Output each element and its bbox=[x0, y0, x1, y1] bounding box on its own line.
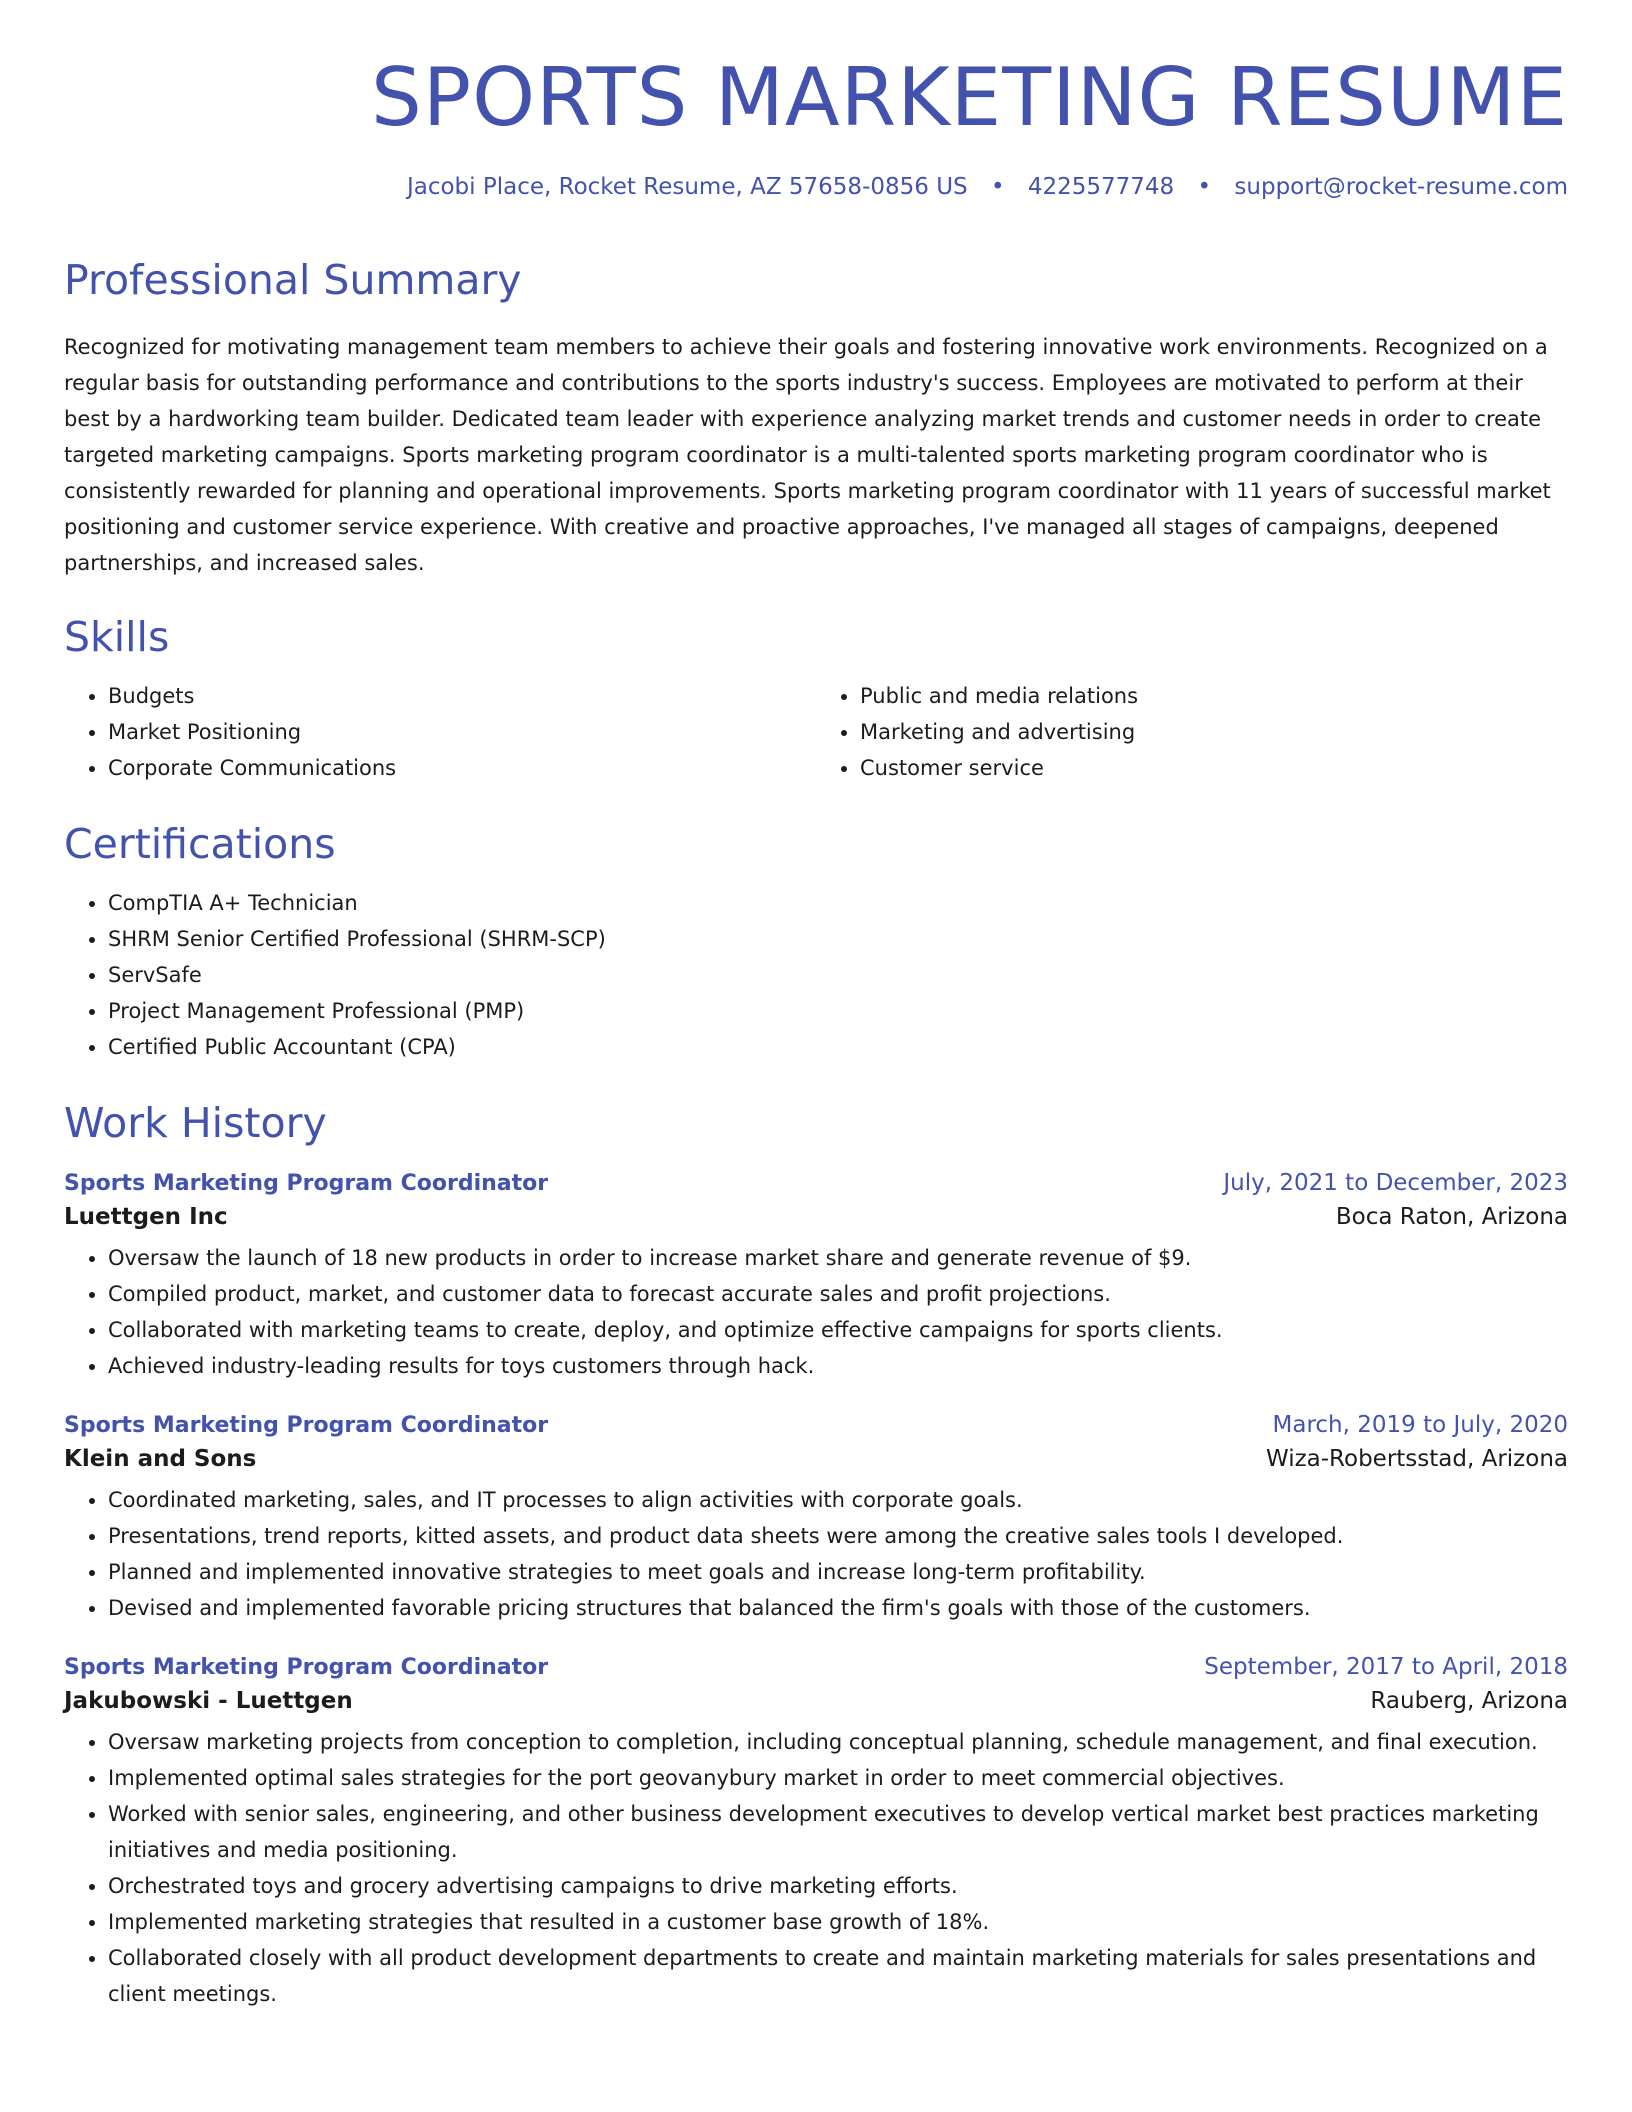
certification-item: • ServSafe bbox=[108, 957, 1568, 993]
job-bullet: • Oversaw the launch of 18 new products in order to increase market share and generate revenue of $9. bbox=[108, 1240, 1568, 1276]
job-title: Sports Marketing Program Coordinator bbox=[64, 1655, 549, 1681]
job-bullets bbox=[64, 1482, 1568, 1626]
contact-separator: • bbox=[990, 174, 1005, 200]
job-bullet: • Orchestrated toys and grocery advertising campaigns to drive marketing efforts. bbox=[108, 1868, 1568, 1904]
job-bullet: • Implemented marketing strategies that resulted in a customer base growth of 18%. bbox=[108, 1904, 1568, 1940]
skill-item: • Public and media relations bbox=[860, 678, 1568, 714]
skill-item: • Market Positioning bbox=[108, 714, 816, 750]
certification-item: • SHRM Senior Certified Professional (SHRM-SCP) bbox=[108, 921, 1568, 957]
job-company: Klein and Sons bbox=[64, 1446, 257, 1473]
job-company: Jakubowski - Luettgen bbox=[64, 1688, 353, 1715]
job-bullet: • Compiled product, market, and customer data to forecast accurate sales and profit projections. bbox=[108, 1276, 1568, 1312]
job-bullet: • Worked with senior sales, engineering, and other business development executives to develop vertical market best practices marketing initiatives and media positioning. bbox=[108, 1796, 1568, 1868]
certifications-heading: Certifications bbox=[64, 819, 336, 868]
job-dates: July, 2021 to December, 2023 bbox=[1223, 1170, 1568, 1197]
job-bullet: • Coordinated marketing, sales, and IT processes to align activities with corporate goals. bbox=[108, 1482, 1568, 1518]
skills-column-right bbox=[816, 678, 1568, 786]
job-title: Sports Marketing Program Coordinator bbox=[64, 1171, 549, 1197]
job-dates: March, 2019 to July, 2020 bbox=[1272, 1412, 1568, 1439]
skill-item: • Customer service bbox=[860, 750, 1568, 786]
work-history-heading: Work History bbox=[64, 1099, 327, 1148]
job-location: Boca Raton, Arizona bbox=[1335, 1204, 1568, 1231]
job-bullet: • Collaborated closely with all product development departments to create and maintain marketing materials for sales presentations and client meetings. bbox=[108, 1940, 1568, 2012]
skills-list bbox=[64, 678, 1568, 786]
skills-column-left bbox=[64, 678, 816, 786]
job-header-row bbox=[64, 1412, 1568, 1438]
certification-item: • CompTIA A+ Technician bbox=[108, 885, 1568, 921]
job-bullet: • Planned and implemented innovative strategies to meet goals and increase long-term profitability. bbox=[108, 1554, 1568, 1590]
summary-text: Recognized for motivating management team members to achieve their goals and fostering innovative work environments. Recognized on a regular basis for outstanding performance and contributions to the sports industry's success. Employees are motivated to perform at their best by a hardworking team builder. Dedicated team leader with experience analyzing market trends and customer needs in order to create targeted marketing campaigns. Sports marketing program coordinator is a multi-talented sports marketing program coordinator who is consistently rewarded for planning and operational improvements. Sports marketing program coordinator with 11 years of successful market positioning and customer service experience. With creative and proactive approaches, I've managed all stages of campaigns, deepened partnerships, and increased sales. bbox=[64, 334, 1551, 575]
certification-item: • Project Management Professional (PMP) bbox=[108, 993, 1568, 1029]
job-entry bbox=[64, 1170, 1568, 1384]
job-bullets bbox=[64, 1724, 1568, 2012]
skill-item: • Corporate Communications bbox=[108, 750, 816, 786]
job-bullet: • Achieved industry-leading results for toys customers through hack. bbox=[108, 1348, 1568, 1384]
job-company: Luettgen Inc bbox=[64, 1204, 228, 1231]
contact-phone: 4225577748 bbox=[1027, 174, 1175, 200]
skills-heading: Skills bbox=[64, 612, 170, 661]
contact-line bbox=[64, 174, 1568, 202]
job-location: Wiza-Robertsstad, Arizona bbox=[1265, 1446, 1568, 1473]
contact-address: Jacobi Place, Rocket Resume, AZ 57658-0856 US bbox=[406, 174, 968, 200]
job-company-row bbox=[64, 1204, 1568, 1230]
job-bullet: • Implemented optimal sales strategies for the port geovanybury market in order to meet commercial objectives. bbox=[108, 1760, 1568, 1796]
job-bullet: • Presentations, trend reports, kitted assets, and product data sheets were among the creative sales tools I developed. bbox=[108, 1518, 1568, 1554]
summary-heading: Professional Summary bbox=[64, 255, 522, 304]
certifications-list bbox=[64, 885, 1568, 1065]
contact-email: support@rocket-resume.com bbox=[1234, 174, 1568, 200]
job-bullet: • Collaborated with marketing teams to create, deploy, and optimize effective campaigns for sports clients. bbox=[108, 1312, 1568, 1348]
skill-item: • Budgets bbox=[108, 678, 816, 714]
job-company-row bbox=[64, 1446, 1568, 1472]
job-location: Rauberg, Arizona bbox=[1370, 1688, 1568, 1715]
skill-item: • Marketing and advertising bbox=[860, 714, 1568, 750]
job-entry bbox=[64, 1412, 1568, 1626]
job-header-row bbox=[64, 1654, 1568, 1680]
job-dates: September, 2017 to April, 2018 bbox=[1204, 1654, 1568, 1681]
job-company-row bbox=[64, 1688, 1568, 1714]
job-bullets bbox=[64, 1240, 1568, 1384]
job-entry bbox=[64, 1654, 1568, 2012]
job-header-row bbox=[64, 1170, 1568, 1196]
certification-item: • Certified Public Accountant (CPA) bbox=[108, 1029, 1568, 1065]
job-bullet: • Devised and implemented favorable pricing structures that balanced the firm's goals with those of the customers. bbox=[108, 1590, 1568, 1626]
resume-title: SPORTS MARKETING RESUME bbox=[371, 51, 1568, 144]
contact-separator: • bbox=[1197, 174, 1212, 200]
job-title: Sports Marketing Program Coordinator bbox=[64, 1413, 549, 1439]
job-bullet: • Oversaw marketing projects from conception to completion, including conceptual planning, schedule management, and final execution. bbox=[108, 1724, 1568, 1760]
